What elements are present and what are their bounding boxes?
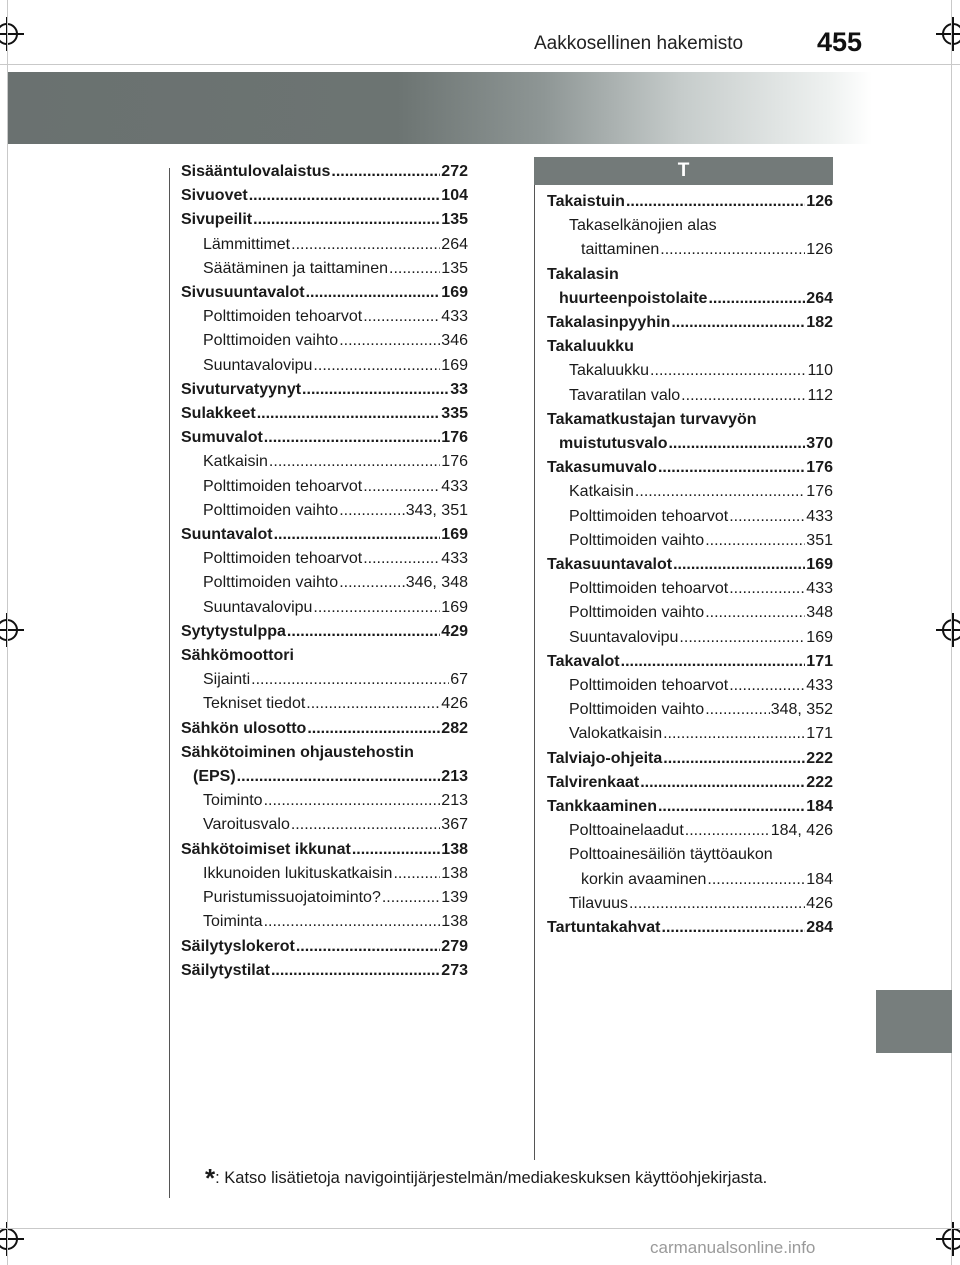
leader-dots bbox=[307, 717, 440, 741]
entry-term: (EPS) bbox=[193, 768, 236, 786]
trim-line-bottom bbox=[0, 1228, 960, 1229]
header-banner bbox=[8, 72, 872, 144]
index-entry bbox=[181, 838, 468, 862]
entry-page-number: 184, 426 bbox=[770, 822, 833, 840]
leader-dots bbox=[705, 601, 805, 625]
leader-dots bbox=[673, 553, 805, 577]
index-entry bbox=[181, 305, 468, 329]
entry-term: Varoitusvalo bbox=[203, 816, 290, 834]
entry-term: Talvirenkaat bbox=[547, 773, 640, 791]
entry-term: huurteenpoistolaite bbox=[559, 289, 708, 307]
leader-dots bbox=[363, 305, 440, 329]
entry-page-number: 138 bbox=[441, 864, 468, 882]
entry-page-number: 176 bbox=[806, 483, 833, 501]
leader-dots bbox=[729, 505, 805, 529]
leader-dots bbox=[662, 916, 806, 940]
index-entry bbox=[547, 698, 833, 722]
entry-page-number: 33 bbox=[450, 380, 468, 398]
entry-term: Polttimoiden vaihto bbox=[569, 701, 705, 719]
entry-term: Polttimoiden tehoarvot bbox=[203, 308, 363, 326]
index-entry bbox=[181, 668, 468, 692]
leader-dots bbox=[253, 208, 440, 232]
leader-dots bbox=[389, 257, 440, 281]
index-entry bbox=[547, 819, 833, 843]
entry-page-number: 222 bbox=[806, 749, 833, 767]
entry-term: Polttimoiden vaihto bbox=[569, 604, 705, 622]
index-entry bbox=[181, 717, 468, 741]
index-entry bbox=[547, 190, 833, 214]
index-entry bbox=[547, 480, 833, 504]
entry-term: Polttimoiden vaihto bbox=[203, 501, 339, 519]
entry-term: Säilytystilat bbox=[181, 961, 270, 979]
leader-dots bbox=[393, 862, 440, 886]
entry-page-number: 176 bbox=[441, 429, 468, 447]
entry-term: Puristumissuojatoiminto? bbox=[203, 889, 381, 907]
column-divider-middle bbox=[534, 185, 535, 1160]
leader-dots bbox=[729, 674, 805, 698]
entry-term: Polttimoiden tehoarvot bbox=[569, 580, 729, 598]
trim-line-top bbox=[0, 64, 960, 65]
entry-page-number: 282 bbox=[441, 719, 468, 737]
entry-term: Suuntavalovipu bbox=[203, 356, 313, 374]
index-heading: Takalasin bbox=[547, 265, 619, 283]
index-entry bbox=[547, 626, 833, 650]
entry-page-number: 171 bbox=[806, 725, 833, 743]
entry-page-number: 367 bbox=[441, 816, 468, 834]
leader-dots bbox=[306, 281, 441, 305]
leader-dots bbox=[363, 547, 440, 571]
entry-term: Sumuvalot bbox=[181, 429, 263, 447]
index-entry bbox=[547, 771, 833, 795]
entry-term: Sivuturvatyynyt bbox=[181, 380, 302, 398]
index-entry bbox=[547, 868, 833, 892]
leader-dots bbox=[629, 892, 805, 916]
entry-page-number: 110 bbox=[807, 362, 833, 380]
index-entry bbox=[547, 892, 833, 916]
page-header-title: Aakkosellinen hakemisto bbox=[534, 33, 744, 54]
index-entry bbox=[181, 184, 468, 208]
entry-term: Sulakkeet bbox=[181, 405, 256, 423]
entry-term: Polttimoiden tehoarvot bbox=[569, 507, 729, 525]
entry-term: Sisääntulovalaistus bbox=[181, 163, 331, 180]
crop-mark-mid-left-icon bbox=[0, 613, 24, 647]
entry-page-number: 138 bbox=[441, 840, 468, 858]
watermark: carmanualsonline.info bbox=[650, 1238, 816, 1257]
index-column-right bbox=[547, 190, 833, 940]
index-entry bbox=[547, 722, 833, 746]
index-entry bbox=[547, 384, 833, 408]
leader-dots bbox=[663, 722, 805, 746]
entry-page-number: 176 bbox=[441, 453, 468, 471]
index-entry bbox=[547, 456, 833, 480]
index-entry bbox=[181, 765, 468, 789]
leader-dots bbox=[339, 571, 405, 595]
entry-page-number: 351 bbox=[806, 531, 833, 549]
leader-dots bbox=[681, 384, 806, 408]
section-letter-bar bbox=[534, 157, 833, 185]
leader-dots bbox=[274, 523, 441, 547]
entry-page-number: 126 bbox=[806, 241, 833, 259]
leader-dots bbox=[660, 238, 805, 262]
entry-term: Katkaisin bbox=[203, 453, 268, 471]
entry-term: Sivusuuntavalot bbox=[181, 284, 305, 302]
index-entry bbox=[547, 359, 833, 383]
entry-page-number: 169 bbox=[806, 556, 833, 574]
entry-term: Sivuovet bbox=[181, 187, 248, 205]
entry-term: Tartuntakahvat bbox=[547, 919, 661, 937]
leader-dots bbox=[640, 771, 805, 795]
leader-dots bbox=[658, 456, 805, 480]
entry-term: Sähkön ulosotto bbox=[181, 719, 307, 737]
leader-dots bbox=[658, 795, 805, 819]
leader-dots bbox=[296, 935, 440, 959]
leader-dots bbox=[313, 596, 440, 620]
leader-dots bbox=[352, 838, 440, 862]
index-entry bbox=[547, 795, 833, 819]
index-entry bbox=[547, 577, 833, 601]
entry-page-number: 284 bbox=[806, 919, 833, 937]
trim-line-right bbox=[951, 0, 952, 1265]
index-entry bbox=[547, 916, 833, 940]
leader-dots bbox=[264, 789, 441, 813]
index-entry bbox=[181, 910, 468, 934]
index-heading: Sähkötoiminen ohjaustehostin bbox=[181, 743, 414, 761]
index-entry bbox=[181, 160, 468, 184]
entry-page-number: 433 bbox=[441, 550, 468, 568]
index-heading: Takaluukku bbox=[547, 338, 634, 356]
entry-page-number: 370 bbox=[806, 435, 833, 453]
leader-dots bbox=[339, 329, 440, 353]
index-entry bbox=[547, 311, 833, 335]
entry-term: Toiminta bbox=[203, 913, 263, 931]
leader-dots bbox=[287, 620, 440, 644]
leader-dots bbox=[671, 311, 805, 335]
entry-page-number: 171 bbox=[806, 652, 833, 670]
crop-mark-top-right-icon bbox=[936, 17, 960, 51]
entry-term: Säätäminen ja taittaminen bbox=[203, 259, 388, 277]
entry-term: Suuntavalot bbox=[181, 526, 273, 544]
entry-page-number: 67 bbox=[450, 671, 468, 689]
entry-page-number: 433 bbox=[806, 580, 833, 598]
entry-page-number: 169 bbox=[441, 598, 468, 616]
entry-term: Polttimoiden tehoarvot bbox=[569, 677, 729, 695]
leader-dots bbox=[363, 475, 440, 499]
entry-page-number: 112 bbox=[807, 386, 833, 404]
entry-term: Sähkötoimiset ikkunat bbox=[181, 840, 351, 858]
entry-page-number: 138 bbox=[441, 913, 468, 931]
entry-term: Suuntavalovipu bbox=[569, 628, 679, 646]
entry-page-number: 426 bbox=[806, 894, 833, 912]
index-entry bbox=[547, 650, 833, 674]
index-entry bbox=[181, 571, 468, 595]
entry-page-number: 348 bbox=[806, 604, 833, 622]
leader-dots bbox=[291, 813, 440, 837]
entry-term: Suuntavalovipu bbox=[203, 598, 313, 616]
entry-page-number: 429 bbox=[441, 622, 468, 640]
leader-dots bbox=[621, 650, 806, 674]
index-entry bbox=[547, 601, 833, 625]
index-entry bbox=[181, 620, 468, 644]
leader-dots bbox=[251, 668, 449, 692]
index-heading: Takaselkänojien alas bbox=[569, 217, 717, 235]
index-entry bbox=[181, 257, 468, 281]
index-entry bbox=[181, 547, 468, 571]
entry-term: Toiminto bbox=[203, 792, 263, 810]
index-entry bbox=[181, 935, 468, 959]
leader-dots bbox=[313, 354, 440, 378]
index-entry bbox=[547, 553, 833, 577]
entry-page-number: 169 bbox=[441, 356, 468, 374]
entry-term: Sytytystulppa bbox=[181, 622, 286, 640]
footnote-text: : Katso lisätietoja navigointijärjestelmän/mediakeskuksen käyttöohjekirjasta. bbox=[215, 1169, 768, 1187]
entry-term: Tekniset tiedot bbox=[203, 695, 306, 713]
leader-dots bbox=[650, 359, 806, 383]
entry-page-number: 264 bbox=[441, 235, 468, 253]
leader-dots bbox=[708, 287, 805, 311]
leader-dots bbox=[663, 747, 805, 771]
entry-page-number: 169 bbox=[806, 628, 833, 646]
crop-mark-mid-right-icon bbox=[936, 613, 960, 647]
entry-page-number: 169 bbox=[441, 284, 468, 302]
index-entry bbox=[547, 529, 833, 553]
entry-page-number: 213 bbox=[441, 768, 468, 786]
index-entry bbox=[181, 233, 468, 257]
entry-page-number: 135 bbox=[441, 211, 468, 229]
entry-term: Polttimoiden tehoarvot bbox=[203, 550, 363, 568]
index-entry bbox=[181, 378, 468, 402]
entry-page-number: 139 bbox=[441, 889, 468, 907]
column-divider-left bbox=[169, 168, 170, 1198]
index-entry bbox=[181, 329, 468, 353]
entry-term: Sijainti bbox=[203, 671, 251, 689]
leader-dots bbox=[685, 819, 770, 843]
entry-term: Takasuuntavalot bbox=[547, 556, 673, 574]
index-entry bbox=[547, 432, 833, 456]
entry-page-number: 279 bbox=[441, 937, 468, 955]
entry-page-number: 348, 352 bbox=[770, 701, 833, 719]
index-entry bbox=[547, 505, 833, 529]
crop-mark-top-left-icon bbox=[0, 17, 24, 51]
entry-term: Talviajo-ohjeita bbox=[547, 749, 663, 767]
index-entry bbox=[181, 523, 468, 547]
section-letter: T bbox=[677, 160, 690, 181]
entry-term: Sivupeilit bbox=[181, 211, 253, 229]
index-entry bbox=[181, 208, 468, 232]
entry-page-number: 433 bbox=[441, 477, 468, 495]
index-entry bbox=[181, 426, 468, 450]
leader-dots bbox=[264, 426, 441, 450]
footnote-marker: * bbox=[205, 1163, 216, 1193]
leader-dots bbox=[626, 190, 805, 214]
index-entry bbox=[181, 499, 468, 523]
entry-term: Valokatkaisin bbox=[569, 725, 663, 743]
index-heading: Polttoainesäiliön täyttöaukon bbox=[569, 846, 773, 864]
entry-term: Takavalot bbox=[547, 652, 620, 670]
entry-page-number: 176 bbox=[806, 459, 833, 477]
leader-dots bbox=[306, 692, 440, 716]
leader-dots bbox=[269, 450, 440, 474]
section-thumb-tab bbox=[876, 990, 952, 1053]
index-entry bbox=[547, 287, 833, 311]
entry-term: Takalasinpyyhin bbox=[547, 314, 671, 332]
entry-page-number: 433 bbox=[806, 507, 833, 525]
entry-term: muistutusvalo bbox=[559, 435, 668, 453]
leader-dots bbox=[271, 959, 440, 983]
leader-dots bbox=[339, 499, 405, 523]
index-entry bbox=[181, 959, 468, 983]
leader-dots bbox=[635, 480, 805, 504]
entry-term: Polttimoiden vaihto bbox=[203, 574, 339, 592]
entry-page-number: 273 bbox=[441, 961, 468, 979]
index-entry bbox=[181, 281, 468, 305]
entry-page-number: 222 bbox=[806, 773, 833, 791]
entry-term: Katkaisin bbox=[569, 483, 634, 501]
entry-page-number: 169 bbox=[441, 526, 468, 544]
index-entry bbox=[181, 354, 468, 378]
entry-term: Tankkaaminen bbox=[547, 798, 657, 816]
leader-dots bbox=[249, 184, 441, 208]
leader-dots bbox=[291, 233, 440, 257]
entry-page-number: 104 bbox=[441, 187, 468, 205]
entry-term: Polttimoiden vaihto bbox=[203, 332, 339, 350]
leader-dots bbox=[705, 698, 770, 722]
entry-page-number: 182 bbox=[806, 314, 833, 332]
entry-term: Lämmittimet bbox=[203, 235, 291, 253]
leader-dots bbox=[257, 402, 441, 426]
page-number: 455 bbox=[817, 27, 863, 57]
entry-page-number: 184 bbox=[806, 870, 833, 888]
footnote bbox=[205, 1163, 767, 1194]
index-entry bbox=[547, 674, 833, 698]
leader-dots bbox=[668, 432, 805, 456]
entry-term: Säilytyslokerot bbox=[181, 937, 295, 955]
index-entry bbox=[181, 789, 468, 813]
entry-term: Tavaratilan valo bbox=[569, 386, 681, 404]
entry-page-number: 426 bbox=[441, 695, 468, 713]
index-heading: Sähkömoottori bbox=[181, 647, 294, 665]
index-entry bbox=[181, 450, 468, 474]
index-entry bbox=[181, 862, 468, 886]
entry-term: Ikkunoiden lukituskatkaisin bbox=[203, 864, 393, 882]
leader-dots bbox=[729, 577, 805, 601]
index-entry bbox=[547, 238, 833, 262]
entry-page-number: 272 bbox=[441, 163, 468, 180]
entry-page-number: 126 bbox=[806, 193, 833, 210]
leader-dots bbox=[264, 910, 441, 934]
entry-page-number: 433 bbox=[806, 677, 833, 695]
entry-term: Polttimoiden tehoarvot bbox=[203, 477, 363, 495]
index-heading: Takamatkustajan turvavyön bbox=[547, 410, 757, 428]
entry-page-number: 343, 351 bbox=[405, 501, 468, 519]
index-column-left bbox=[181, 160, 468, 983]
entry-page-number: 433 bbox=[441, 308, 468, 326]
entry-page-number: 346, 348 bbox=[405, 574, 468, 592]
index-entry bbox=[181, 402, 468, 426]
index-entry bbox=[181, 475, 468, 499]
entry-term: Polttimoiden vaihto bbox=[569, 531, 705, 549]
entry-page-number: 135 bbox=[441, 259, 468, 277]
trim-line-left bbox=[7, 0, 8, 1265]
entry-page-number: 264 bbox=[806, 289, 833, 307]
entry-page-number: 213 bbox=[441, 792, 468, 810]
leader-dots bbox=[705, 529, 805, 553]
index-entry bbox=[547, 747, 833, 771]
leader-dots bbox=[679, 626, 805, 650]
index-entry bbox=[181, 886, 468, 910]
leader-dots bbox=[707, 868, 805, 892]
index-entry bbox=[181, 596, 468, 620]
index-entry bbox=[181, 692, 468, 716]
entry-page-number: 346 bbox=[441, 332, 468, 350]
leader-dots bbox=[382, 886, 440, 910]
leader-dots bbox=[331, 160, 440, 184]
entry-term: Tilavuus bbox=[569, 894, 628, 912]
entry-page-number: 184 bbox=[806, 798, 833, 816]
entry-term: taittaminen bbox=[581, 241, 660, 259]
index-entry bbox=[181, 813, 468, 837]
leader-dots bbox=[302, 378, 449, 402]
entry-term: Takaluukku bbox=[569, 362, 650, 380]
entry-term: Takaistuin bbox=[547, 193, 625, 210]
leader-dots bbox=[237, 765, 441, 789]
entry-term: Polttoainelaadut bbox=[569, 822, 684, 840]
entry-term: korkin avaaminen bbox=[581, 870, 707, 888]
entry-term: Takasumuvalo bbox=[547, 459, 657, 477]
entry-page-number: 335 bbox=[441, 405, 468, 423]
